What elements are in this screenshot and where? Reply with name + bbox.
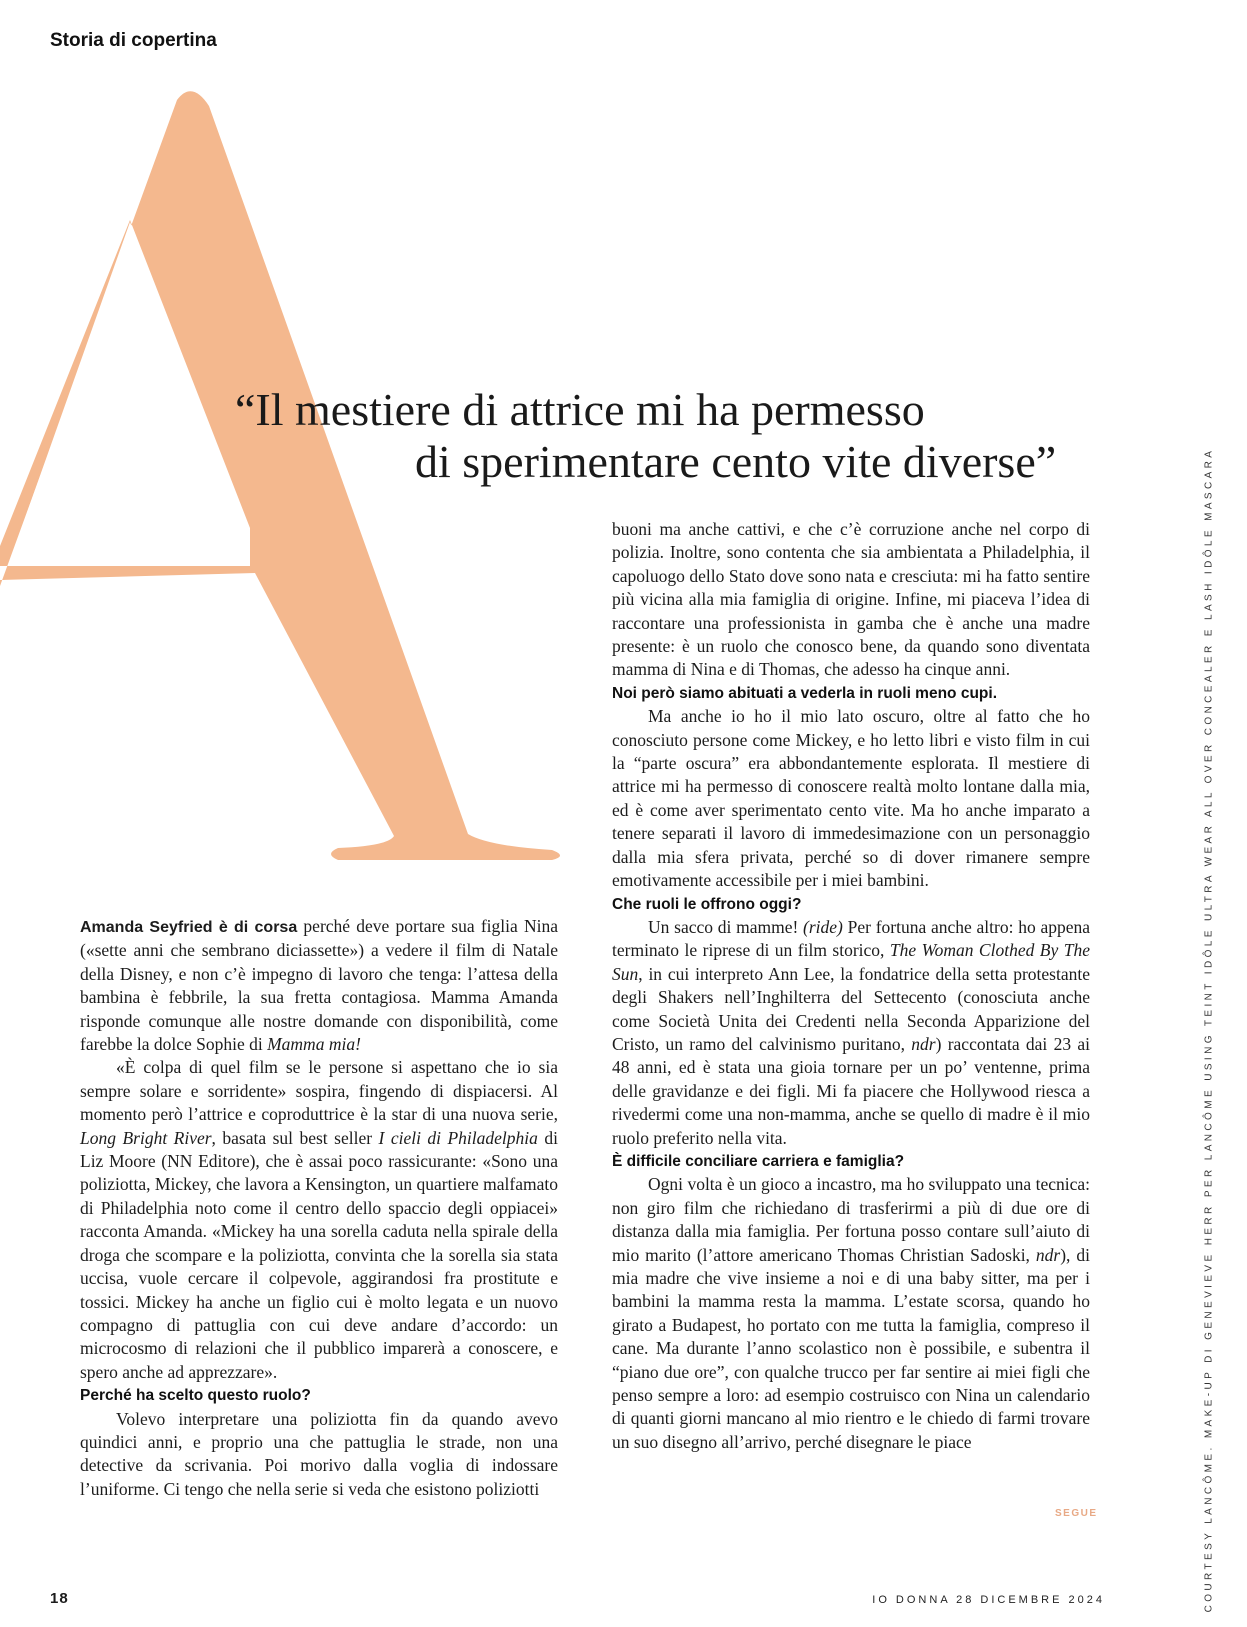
interview-question: È difficile conciliare carriera e famiglia? [612, 1152, 905, 1170]
title-italic: I cieli di Philadelphia [378, 1127, 538, 1148]
title-italic: Mamma mia! [267, 1034, 361, 1055]
pull-quote-line-1: “Il mestiere di attrice mi ha permesso [235, 384, 925, 435]
section-title: Storia di copertina [50, 30, 217, 51]
drop-letter-a [0, 88, 575, 908]
paragraph-text: Ogni volta è un gioco a incastro, ma ho sviluppato una tecnica: non giro film che richiedano di trasferirmi a più di due ore di distanza dalla mia famiglia. Per fortuna posso contare sull’aiuto di mio marito (l’attore americano Thomas Christian Sadoski, [612, 1174, 1090, 1265]
paragraph-text: «È colpa di quel film se le persone si aspettano che io sia sempre solare e sorridente» sospira, fingendo di dispiacersi. Al momento però l’attrice e coproduttrice è la star di una nuova serie, [80, 1057, 558, 1125]
photo-credit-wrapper [1198, 440, 1220, 1620]
pull-quote [235, 384, 1135, 488]
aside-italic: (ride) [803, 916, 843, 937]
article-column-right [612, 518, 1090, 1454]
paragraph [80, 1056, 558, 1384]
photo-credit: COURTESY LANCÔME. MAKE-UP DI GENEVIEVE HERR PER LANCÔME USING TEINT IDÔLE ULTRA WEAR ALL OVER CONCEALER E LASH IDÔLE MASCARA [1203, 447, 1215, 1613]
interview-question: Che ruoli le offrono oggi? [612, 895, 802, 913]
page-number: 18 [50, 1590, 69, 1607]
pull-quote-line-2: di sperimentare cento vite diverse” [415, 436, 1057, 487]
lead-in: Amanda Seyfried è di corsa [80, 919, 298, 936]
interview-answer: Ma anche io ho il mio lato oscuro, oltre al fatto che ho conosciuto persone come Mickey, e ho letto libri e visto film in cui la “parte oscura” era abbondantemente esplorata. Il mestiere di attrice mi ha permesso di conoscere realtà molto lontane dalla mia, ed è come aver sperimentato cento vite. Ma ho anche imparato a tenere separati il lavoro di immedesimazione con un personaggio dalla mia sfera privata, perché so di dover rimanere sempre emotivamente accessibile per i miei bambini. [612, 706, 1090, 891]
paragraph [80, 915, 558, 1056]
paragraph-text: Per fortuna anche altro: ho appena terminato le riprese di un film storico, [612, 916, 1090, 961]
interview-answer [612, 916, 1090, 1150]
title-italic: The Woman Clothed By The Sun [612, 940, 1090, 984]
aside-italic: ndr [1035, 1244, 1061, 1265]
paragraph-text: perché deve portare sua figlia Nina («sette anni che sembrano diciassette») a vedere il film di Natale della Disney, e non c’è impegno di lavoro che tenga: l’attesa della bambina è febbrile, la sua fretta contagiosa. Mamma Amanda risponde comunque alle nostre domande con disponibilità, come farebbe la dolce Sophie di [80, 916, 558, 1055]
interview-question: Noi però siamo abituati a vederla in ruoli meno cupi. [612, 684, 997, 702]
interview-answer [612, 1173, 1090, 1454]
paragraph-text: , basata sul best seller [211, 1127, 379, 1148]
paragraph-text: di Liz Moore (NN Editore), che è assai poco rassicurante: «Sono una poliziotta, Mickey, che lavora a Kensington, un quartiere malfamato di Philadelphia noto come il centro dello spaccio degli oppiacei» racconta Amanda. «Mickey ha una sorella caduta nella spirale della droga che scompare e la poliziotta, convinta che la sorella sia stata uccisa, vuole cercare il colpevole, aggirandosi fra prostitute e tossici. Mickey ha anche un figlio cui è molto legata e un nuovo compagno di pattuglia con cui deve andare d’accordo: un microcosmo di relazioni che il pubblico imparerà a conoscere, e spero anche ad apprezzare». [80, 1127, 558, 1382]
paragraph-text: Un sacco di mamme! [648, 916, 804, 937]
paragraph: buoni ma anche cattivi, e che c’è corruzione anche nel corpo di polizia. Inoltre, sono contenta che sia ambientata a Philadelphia, il capoluogo dello Stato dove sono nata e cresciuta: mi ha fatto sentire più vicina alla mia famiglia di origine. Infine, mi piaceva l’idea di raccontare una professionista in gamba che è anche una madre presente: è un ruolo che conosco bene, da quando sono diventata mamma di Nina e di Thomas, che adesso ha cinque anni. [612, 519, 1090, 680]
paragraph-text: ), di mia madre che vive insieme a noi e di una baby sitter, ma per i bambini la mamma resta la mamma. L’estate scorsa, quando ho girato a Budapest, ho portato con me tutta la famiglia, compreso il cane. Ma durante l’anno scolastico non è possibile, e subentra il “piano due ore”, con qualche trucco per far sentire ai miei figli che penso sempre a loro: ad esempio costruisco con Nina un calendario di quanti giorni mancano al mio rientro e le chiedo di farmi trovare un suo disegno all’arrivo, perché disegnare le piace [612, 1244, 1090, 1452]
interview-question: Perché ha scelto questo ruolo? [80, 1387, 311, 1405]
interview-answer: Volevo interpretare una poliziotta fin da quando avevo quindici anni, e proprio una che pattuglia le strade, non una detective da scrivania. Poi morivo dalla voglia di indossare l’uniforme. Ci tengo che nella serie si veda che esistono poliziotti [80, 1408, 558, 1499]
title-italic: Long Bright River [80, 1127, 212, 1148]
paragraph-text: , in cui interpreto Ann Lee, la fondatrice della setta protestante degli Shakers nell’Inghilterra del Settecento (conosciuta anche come Società Unita dei Credenti nella Seconda Apparizione del Cristo, un ramo del calvinismo puritano, [612, 963, 1090, 1054]
article-column-left [80, 915, 558, 1501]
aside-italic: ndr [911, 1033, 936, 1054]
continue-marker: SEGUE [1055, 1508, 1098, 1519]
paragraph-text: ) raccontata dai 23 ai 48 anni, ed è stata una gioia tornare per un po’ ventenne, prima delle gravidanze e dei figli. Mi fa piacere che Hollywood riesca a rivedermi come una non-mamma, anche se quello di madre è il mio ruolo preferito nella vita. [612, 1033, 1090, 1148]
publication-footer: IO DONNA 28 DICEMBRE 2024 [872, 1594, 1105, 1606]
